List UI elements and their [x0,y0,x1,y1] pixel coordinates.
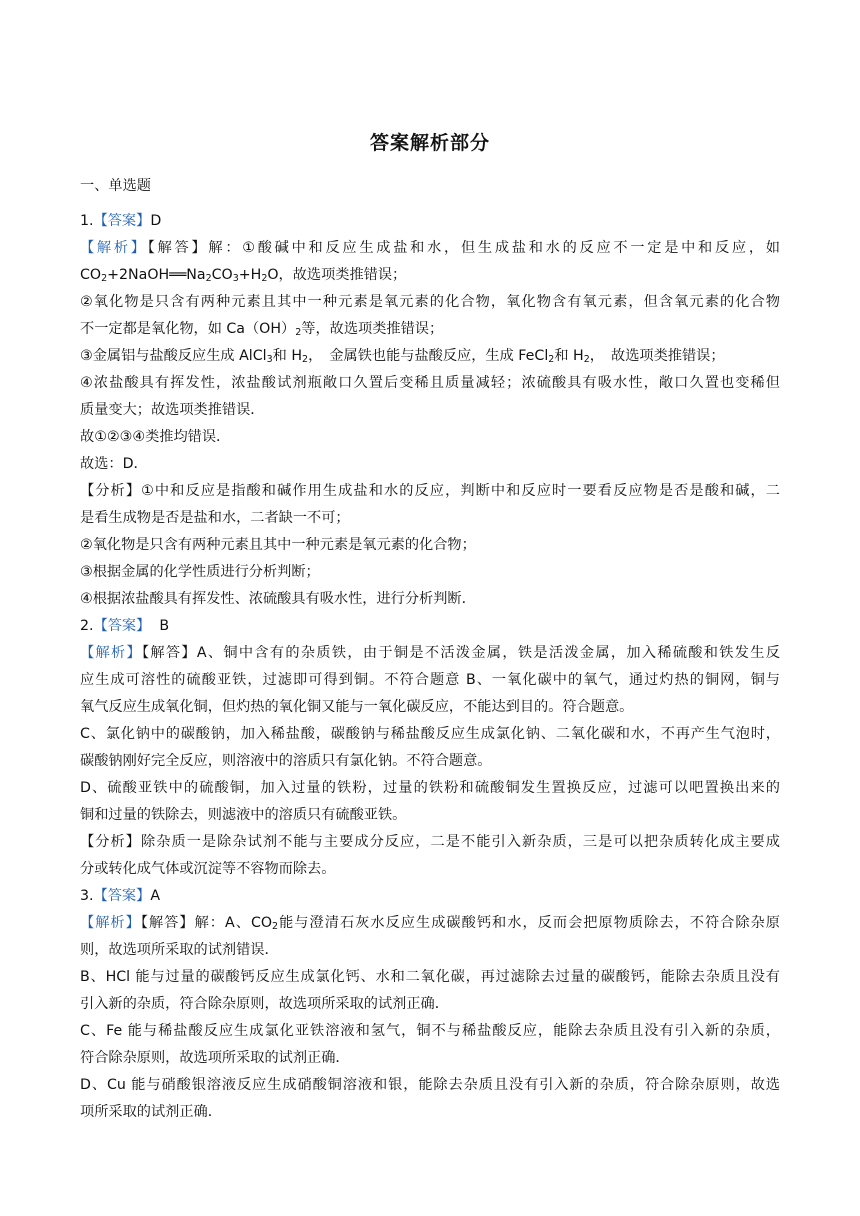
answer-value: D [150,213,162,229]
answer-line-2 [80,616,780,636]
paragraph-line: ③根据金属的化学性质进行分析判断； [80,564,320,580]
paragraph-line: ④根据浓盐酸具有挥发性、浓硫酸具有吸水性，进行分析判断． [80,591,476,607]
q2-fenxi-line [80,832,780,852]
question-number: 3. [80,888,94,904]
equation-line: $CO_2+2NaOH══Na_2CO_3+H_2O$，故选项类推错误； [80,267,407,284]
analysis-tag: 【解析】 [80,645,142,661]
paragraph-line: C、Fe 能与稀盐酸反应生成氯化亚铁溶液和氢气，铜不与稀盐酸反应，能除去杂质且没有引入新的杂质， [80,1023,780,1039]
question-number: 1. [80,213,94,229]
paragraph-text: 除杂质一是除杂试剂不能与主要成分反应，二是不能引入新杂质，三是可以把杂质转化成主要成 [140,834,780,850]
solution-tag: 【解答】 [140,915,195,931]
paragraph-line: 项所采取的试剂正确． [80,1104,222,1120]
paragraph-line: D、Cu 能与硝酸银溶液反应生成硝酸铜溶液和银，能除去杂质且没有引入新的杂质，符合除杂原则，故选 [80,1077,780,1093]
paragraph-line: 碳酸钠刚好完全反应，则溶液中的溶质只有氯化钠。不符合题意。 [80,753,492,769]
q2-analysis-line [80,643,780,663]
answer-line-1 [80,211,780,231]
paragraph-line: 应生成可溶性的硫酸亚铁，过滤即可得到铜。不符合题意 B、一氧化碳中的氧气，通过灼热的铜网，铜与 [80,672,780,688]
paragraph-line: C、氯化钠中的碳酸钠，加入稀盐酸，碳酸钠与稀盐酸反应生成氯化钠、二氧化碳和水，不再产生气泡时， [80,726,780,742]
paragraph-line: 不一定都是氧化物，如 $Ca(OH)_2$等，故选项类推错误； [80,321,444,338]
paragraph-line: 铜和过量的铁除去，则滤液中的溶质只有硫酸亚铁。 [80,807,407,823]
fenxi-tag: 【分析】 [80,483,142,499]
solution-tag: 【解答】 [142,645,197,661]
paragraph-line: 质量变大；故选项类推错误． [80,402,265,418]
paragraph-line: 分或转化成气体或沉淀等不容物而除去。 [80,861,336,877]
paragraph-line: 符合除杂原则，故选项所采取的试剂正确． [80,1050,350,1066]
answer-line-3 [80,886,780,906]
solution-tag: 【解答】 [147,240,209,256]
paragraph-line: ④浓盐酸具有挥发性，浓盐酸试剂瓶敞口久置后变稀且质量减轻；浓硫酸具有吸水性，敞口久置也变稀但 [80,375,780,391]
answer-value: A [150,888,161,904]
analysis-tag: 【解析】 [80,240,148,256]
answer-value: B [159,618,170,634]
paragraph-line: B、HCl 能与过量的碳酸钙反应生成氯化钙、水和二氧化碳，再过滤除去过量的碳酸钙，能除去杂质且没有 [80,969,780,985]
paragraph-line: 氧气反应生成氧化铜，但灼热的氧化铜又能与一氧化碳反应，不能达到目的。符合题意。 [80,699,634,715]
fenxi-tag: 【分析】 [80,834,141,850]
paragraph-line: ③金属铝与盐酸反应生成 AlCl$_3$和 $H_2$， 金属铁也能与盐酸反应，生成 FeCl$_2$和 $H_2$， 故选项类推错误； [80,348,725,365]
page-title: 答案解析部分 [369,132,490,154]
paragraph-line: 故①②③④类推均错误． [80,429,231,445]
answer-tag: 【答案】 [93,618,151,634]
paragraph-line: 引入新的杂质，符合除杂原则，故选项所采取的试剂正确． [80,996,449,1012]
paragraph-line: ②氧化物是只含有两种元素且其中一种元素是氧元素的化合物，氧化物含有氧元素，但含氧元素的化合物 [80,294,780,310]
q1-analysis-line [80,238,780,258]
paragraph-text: A、铜中含有的杂质铁，由于铜是不活泼金属，铁是活泼金属，加入稀硫酸和铁发生反 [196,645,780,661]
paragraph-line: 是看生成物是否是盐和水，二者缺一不可； [80,510,350,526]
paragraph-line: 故选：D． [80,456,148,472]
answer-tag: 【答案】 [93,888,151,904]
paragraph-line: D、硫酸亚铁中的硫酸铜，加入过量的铁粉，过量的铁粉和硫酸铜发生置换反应，过滤可以吧置换出来的 [80,780,780,796]
paragraph-text: 解：①酸碱中和反应生成盐和水，但生成盐和水的反应不一定是中和反应，如 [208,240,780,256]
analysis-tag: 【解析】 [80,915,141,931]
question-number: 2. [80,618,94,634]
answer-tag: 【答案】 [93,213,151,229]
q3-analysis-line: 【解析】【解答】解：A、$CO_2$能与澄清石灰水反应生成碳酸钙和水，反而会把原物质除去，不符合除杂原 [80,915,780,932]
q1-fenxi-line [80,481,780,501]
paragraph-line: ②氧化物是只含有两种元素且其中一种元素是氧元素的化合物； [80,537,476,553]
paragraph-text: ①中和反应是指酸和碱作用生成盐和水的反应，判断中和反应时一要看反应物是否是酸和碱，二 [141,483,780,499]
section-heading: 一、单选题 [80,178,151,194]
paragraph-line: 则，故选项所采取的试剂错误． [80,942,279,958]
